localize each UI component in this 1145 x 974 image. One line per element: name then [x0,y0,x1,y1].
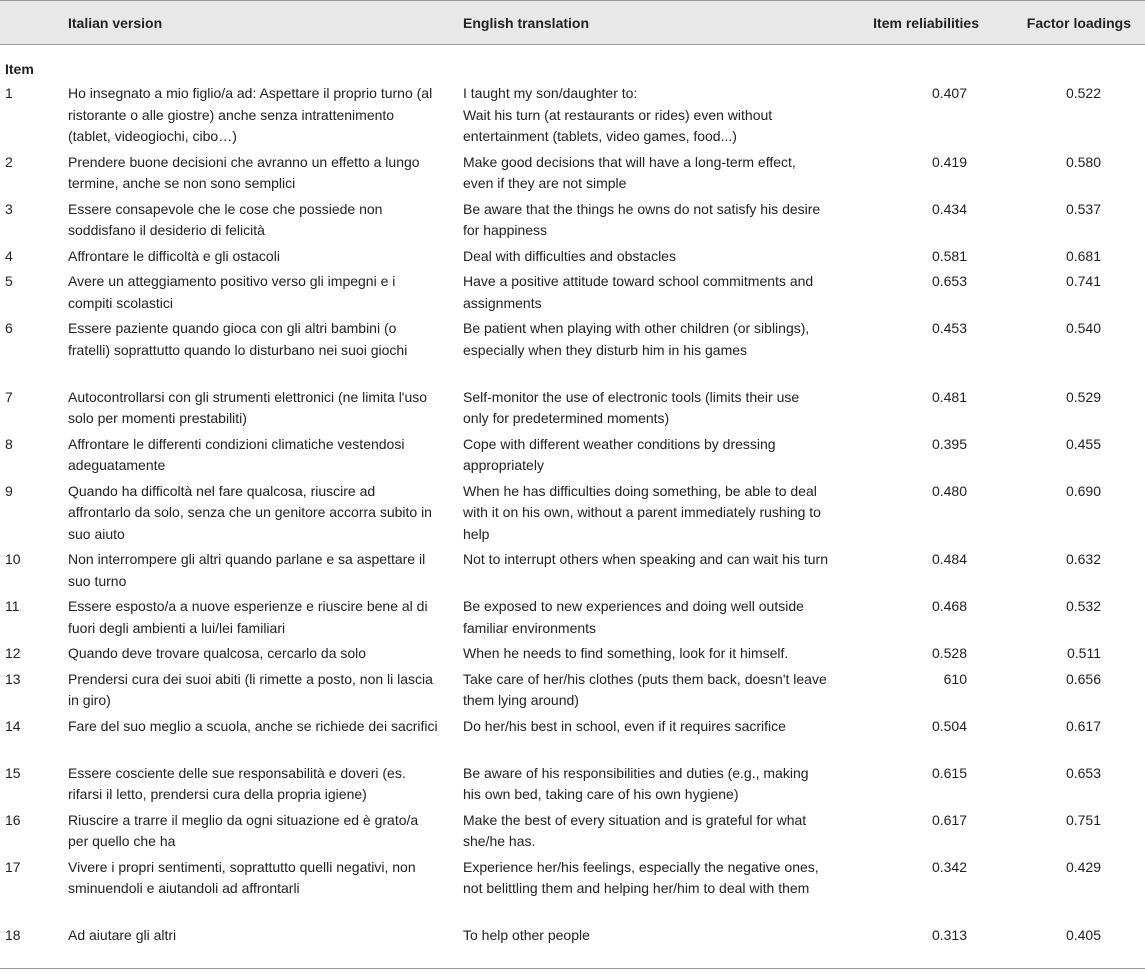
item-reliability: 0.653 [931,273,967,289]
item-number: 15 [5,764,21,781]
item-reliability: 0.484 [931,551,967,567]
item-reliability: 0.407 [931,85,967,101]
english-text: Make the best of every situation and is grateful for what she/he has. [463,811,807,849]
english-text: Not to interrupt others when speaking and can wait his turn [463,551,828,567]
item-number: 18 [5,927,21,943]
italian-text: Vivere i propri sentimenti, soprattutto quelli negativi, non sminuendoli e aiutandoli ad affrontarli [68,858,416,896]
item-number: 16 [5,811,21,828]
item-number: 10 [5,551,21,567]
italian-text: Riuscire a trarre il meglio da ogni situazione ed è grato/a per quello che ha [68,811,419,849]
factor-loading: 0.532 [1065,598,1101,614]
header-item-reliabilities: Item reliabilities [873,15,979,31]
english-text: Cope with different weather conditions by dressing appropriately [463,435,776,473]
italian-text: Avere un atteggiamento positivo verso gli impegni e i compiti scolastici [68,273,396,311]
factor-loading: 0.511 [1067,645,1101,661]
factor-loading: 0.690 [1065,482,1101,499]
factor-loading: 0.751 [1065,811,1101,828]
italian-text: Essere consapevole che le cose che possiede non soddisfano il desiderio di felicità [68,200,383,238]
english-text: Make good decisions that will have a long-term effect, even if they are not simple [463,153,796,191]
header-english: English translation [463,15,590,31]
italian-text: Autocontrollarsi con gli strumenti elettronici (ne limita l'uso solo per momenti prestabiliti) [68,388,428,426]
item-reliability: 0.453 [931,320,967,336]
english-text: Be patient when playing with other children (or siblings), especially when they disturb him in his games [463,320,810,358]
factor-loading: 0.537 [1065,200,1101,217]
italian-text: Prendersi cura dei suoi abiti (li rimette a posto, non li lascia in giro) [68,670,433,708]
english-text: I taught my son/daughter to: Wait his turn (at restaurants or rides) even without entertainment (tablets, video games, food...) [463,85,773,144]
item-reliability: 0.504 [931,717,967,734]
factor-loading: 0.540 [1065,320,1101,336]
italian-text: Ho insegnato a mio figlio/a ad: Aspettare il proprio turno (al ristorante o alle giostre) anche senza intrattenimento (tablet, videogiochi, cibo…) [68,85,433,144]
item-number: 3 [5,200,13,217]
italian-text: Essere cosciente delle sue responsabilità e doveri (es. rifarsi il letto, prendersi cura della propria igiene) [68,764,406,802]
item-number: 2 [5,153,13,170]
item-reliability: 0.395 [931,435,967,452]
italian-text: Affrontare le differenti condizioni climatiche vestendosi adeguatamente [68,435,405,473]
factor-loading: 0.429 [1065,858,1101,875]
item-reliability: 610 [943,670,967,687]
item-number: 4 [5,247,13,264]
item-number: 11 [5,598,20,614]
italian-text: Quando ha difficoltà nel fare qualcosa, riuscire ad affrontarlo da solo, senza che un genitore accorra subito in suo aiuto [68,482,432,542]
english-text: Have a positive attitude toward school commitments and assignments [463,273,814,311]
item-number: 7 [5,388,13,405]
italian-text: Quando deve trovare qualcosa, cercarlo da solo [68,645,367,661]
header-factor-loadings: Factor loadings [1026,15,1131,31]
italian-text: Affrontare le difficoltà e gli ostacoli [68,247,280,264]
factor-loading: 0.580 [1065,153,1101,170]
item-reliability: 0.581 [931,247,967,264]
item-number: 1 [5,85,13,101]
english-text: Experience her/his feelings, especially the negative ones, not belittling them and helping her/him to deal with them [463,858,819,896]
english-text: Take care of her/his clothes (puts them back, doesn't leave them lying around) [463,670,827,708]
factor-loading: 0.741 [1065,273,1101,289]
item-reliability: 0.419 [931,153,967,170]
factor-loading: 0.617 [1065,717,1101,734]
item-number: 12 [5,645,21,661]
italian-text: Prendere buone decisioni che avranno un effetto a lungo termine, anche se non sono semplici [68,153,420,191]
english-text: Self-monitor the use of electronic tools (limits their use only for predetermined moments) [463,388,800,426]
english-text: Do her/his best in school, even if it requires sacrifice [463,717,786,734]
italian-text: Ad aiutare gli altri [68,927,177,943]
factor-loading: 0.632 [1065,551,1101,567]
english-text: When he has difficulties doing something, be able to deal with it on his own, without a parent immediately rushing to help [463,482,821,542]
item-reliability: 0.342 [931,858,967,875]
factor-loading: 0.405 [1065,927,1101,943]
english-text: Be aware of his responsibilities and duties (e.g., making his own bed, taking care of his own hygiene) [463,764,809,802]
item-reliability: 0.313 [931,927,967,943]
table-header [0,0,1145,45]
item-number: 13 [5,670,21,687]
factor-loading: 0.455 [1065,435,1101,452]
item-number: 14 [5,717,21,734]
item-number: 5 [5,273,13,289]
item-reliability: 0.617 [931,811,967,828]
factor-loading: 0.529 [1065,388,1101,405]
factor-loading: 0.522 [1065,85,1101,101]
section-label: Item [5,61,34,77]
item-number: 9 [5,482,13,499]
italian-text: Non interrompere gli altri quando parlane e sa aspettare il suo turno [68,551,426,589]
item-number: 6 [5,320,13,336]
english-text: Be exposed to new experiences and doing well outside familiar environments [463,598,804,636]
english-text: Be aware that the things he owns do not satisfy his desire for happiness [463,200,821,238]
english-text: When he needs to find something, look for it himself. [463,645,789,661]
item-number: 8 [5,435,13,452]
english-text: Deal with difficulties and obstacles [463,247,676,264]
item-reliability: 0.528 [931,645,967,661]
header-italian: Italian version [68,15,163,31]
english-text: To help other people [463,927,590,943]
item-reliability: 0.468 [931,598,967,614]
factor-loading: 0.656 [1065,670,1101,687]
item-reliability: 0.615 [931,764,967,781]
factor-loading: 0.681 [1065,247,1101,264]
item-reliability: 0.481 [931,388,967,405]
item-reliability: 0.434 [931,200,967,217]
italian-text: Essere paziente quando gioca con gli altri bambini (o fratelli) soprattutto quando lo disturbano nei suoi giochi [68,320,408,358]
factor-loading: 0.653 [1065,764,1101,781]
italian-text: Fare del suo meglio a scuola, anche se richiede dei sacrifici [68,717,438,734]
item-reliability: 0.480 [931,482,967,499]
italian-text: Essere esposto/a a nuove esperienze e riuscire bene al di fuori degli ambienti a lui/lei familiari [68,598,428,636]
item-number: 17 [5,858,21,875]
table-bottom-rule [0,968,1145,969]
